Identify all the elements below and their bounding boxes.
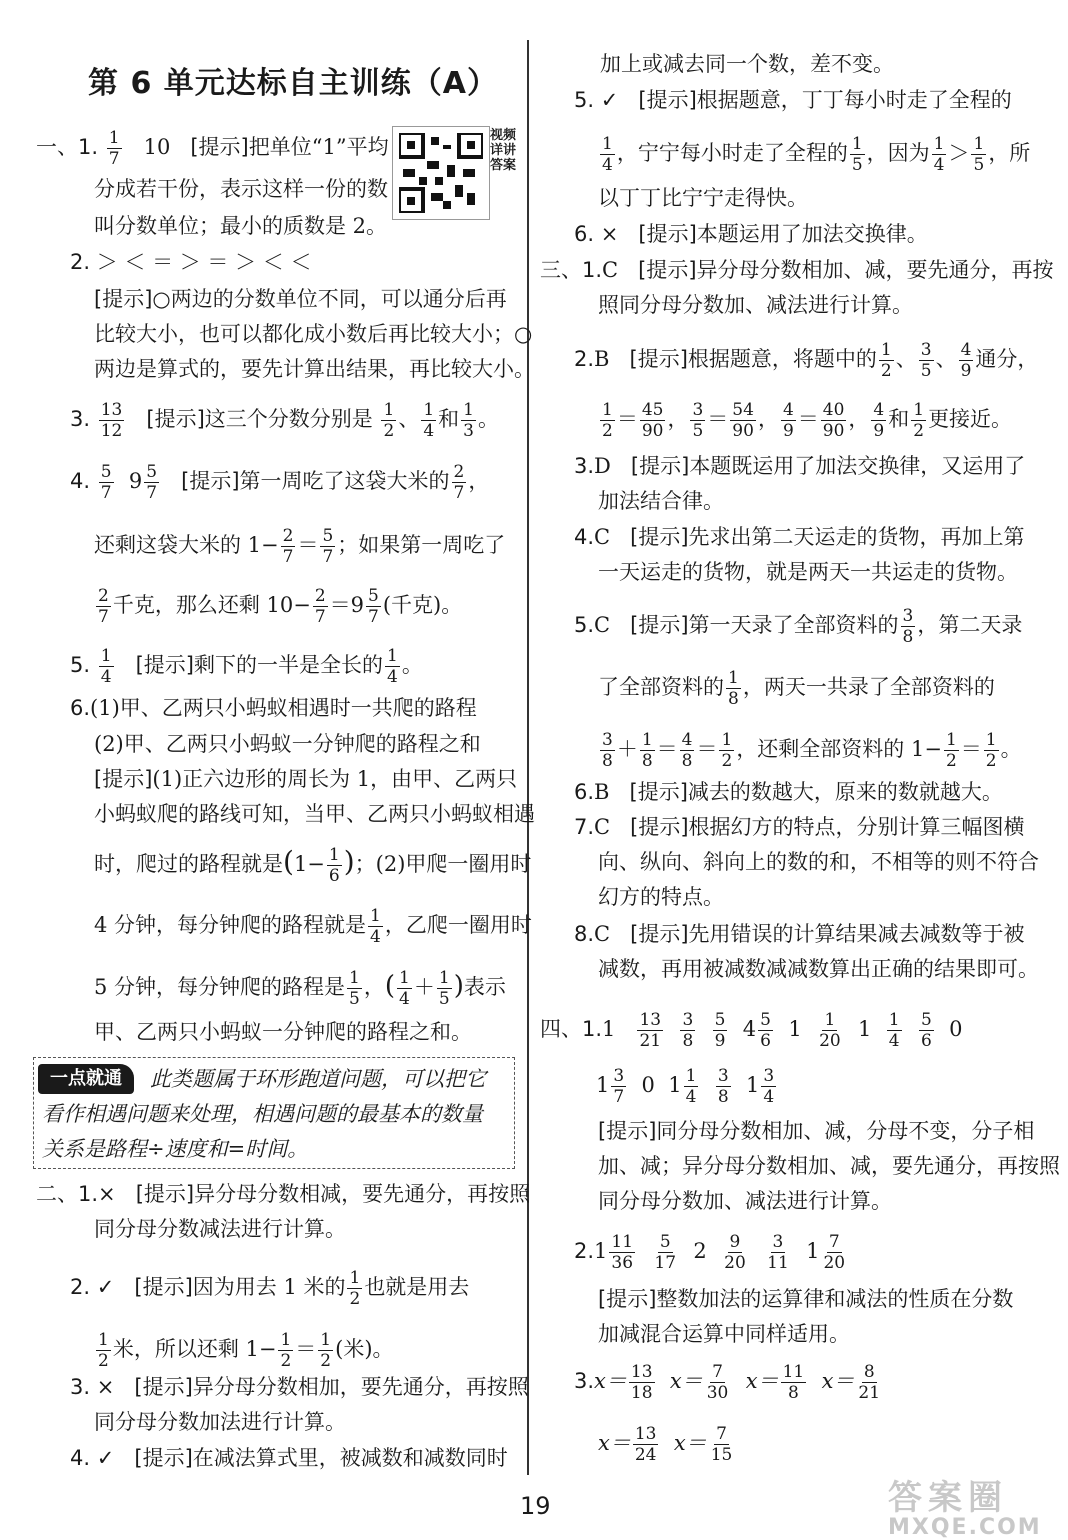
- r-q6: 6. × [提示]本题运用了加法交换律。: [574, 222, 928, 246]
- s4-q1-answers: 四、1.1 $\frac{13}{21}$ $\frac{3}{8}$ $\frac{5}{9}$ 4 $\frac{5}{6}$ 1 $\frac{1}{20}$ 1 $\frac{1}{4}$ $\frac{5}{6}$ 0: [540, 1010, 963, 1051]
- tip-text: 关系是路程÷速度和=时间。: [42, 1137, 309, 1161]
- text-line: $\frac{1}{2}$ 米，所以还剩 1− $\frac{1}{2}$ ＝ $\frac{1}{2}$ (米)。: [98, 1330, 394, 1371]
- page-number: 19: [520, 1492, 551, 1520]
- q2-tip: [提示]○两边的分数单位不同，可以通分后再: [94, 287, 507, 311]
- text-line: [提示]整数加法的运算律和减法的性质在分数: [598, 1287, 1014, 1311]
- tip-badge: 一点就通: [38, 1064, 134, 1094]
- text-line: 分成若干份，表示这样一份的数: [94, 177, 388, 201]
- s2-q4: 4. ✓ [提示]在减法算式里，被减数和减数同时: [70, 1446, 508, 1470]
- text-line: 了全部资料的 $\frac{1}{8}$ ，两天一共录了全部资料的: [598, 668, 995, 709]
- text-line: [提示](1)正六边形的周长为 1，由甲、乙两只: [94, 767, 518, 791]
- s3-q5: 5.C [提示]第一天录了全部资料的 $\frac{3}{8}$ ，第二天录: [574, 606, 1023, 647]
- text-line: $\frac{2}{7}$ 千克，那么还剩 10− $\frac{2}{7}$ ＝9 $\frac{5}{7}$ (千克)。: [98, 586, 463, 627]
- text-line: 加法结合律。: [598, 489, 724, 513]
- text-line: 4 分钟，每分钟爬的路程就是 $\frac{1}{4}$ ，乙爬一圈用时: [94, 906, 532, 947]
- text-line: 减数，再用被减数减减数算出正确的结果即可。: [598, 957, 1039, 981]
- text-line: 小蚂蚁爬的路线可知，当甲、乙两只小蚂蚁相遇: [94, 802, 535, 826]
- text-line: 5 分钟，每分钟爬的路程是 $\frac{1}{5}$ ，( $\frac{1}{4}$ ＋ $\frac{1}{5}$ )表示: [94, 968, 506, 1009]
- q3: 3. $\frac{13}{12}$ [提示]这三个分数分别是 $\frac{1}{2}$ 、 $\frac{1}{4}$ 和 $\frac{1}{3}$ 。: [70, 400, 499, 441]
- s3-q6: 6.B [提示]减去的数越大，原来的数就越大。: [574, 780, 1003, 804]
- s2-q2: 2. ✓ [提示]因为用去 1 米的 $\frac{1}{2}$ 也就是用去: [70, 1268, 470, 1309]
- text-line: (2)甲、乙两只小蚂蚁一分钟爬的路程之和: [94, 732, 481, 756]
- q2-answer: 2. ＞ ＜ ＝ ＞ ＝ ＞ ＜ ＜: [70, 250, 312, 274]
- s4-q2-answers: 2.1 $\frac{11}{36}$ $\frac{5}{17}$ 2 $\frac{9}{20}$ $\frac{3}{11}$ 1 $\frac{7}{20}$: [574, 1232, 846, 1273]
- q5: 5. $\frac{1}{4}$ [提示]剩下的一半是全长的 $\frac{1}{4}$ 。: [70, 646, 423, 687]
- text-line: [提示]同分母分数相加、减，分母不变，分子相: [598, 1119, 1035, 1143]
- s3-q1: 三、1.C [提示]异分母分数相加、减，要先通分，再按: [540, 258, 1054, 282]
- tip-text: 此类题属于环形跑道问题，可以把它: [150, 1067, 486, 1091]
- q6: 6.(1)甲、乙两只小蚂蚁相遇时一共爬的路程: [70, 696, 477, 720]
- tip-text: 看作相遇问题来处理，相遇问题的最基本的数量: [42, 1102, 483, 1126]
- s4-q3-answers: 3.x＝ $\frac{13}{18}$ x＝ $\frac{7}{30}$ x＝ $\frac{11}{8}$ x＝ $\frac{8}{21}$: [574, 1362, 881, 1403]
- text-line: 甲、乙两只小蚂蚁一分钟爬的路程之和。: [94, 1020, 472, 1044]
- text-line: $\frac{3}{8}$ ＋ $\frac{1}{8}$ ＝ $\frac{4}{8}$ ＝ $\frac{1}{2}$ ，还剩全部资料的 1− $\frac{1}{2}$ ＝ $\frac{1}{2}$ 。: [602, 730, 1022, 771]
- text-line: 加、减；异分母分数相加、减，要先通分，再按照: [598, 1154, 1060, 1178]
- s3-q8: 8.C [提示]先用错误的计算结果减去减数等于被: [574, 922, 1025, 946]
- text-line: 同分母分数加、减法进行计算。: [598, 1189, 892, 1213]
- s3-q4: 4.C [提示]先求出第二天运走的货物，再加上第: [574, 525, 1025, 549]
- text-line: 同分母分数加法进行计算。: [94, 1410, 346, 1434]
- s3-q3: 3.D [提示]本题既运用了加法交换律，又运用了: [574, 454, 1026, 478]
- qr-code-icon: [399, 133, 483, 213]
- divider-line: [527, 40, 529, 1475]
- s4-q1-answers-2: 1 $\frac{3}{7}$ 0 1 $\frac{1}{4}$ $\frac{3}{8}$ 1 $\frac{3}{4}$: [596, 1066, 775, 1107]
- text-line: 还剩这袋大米的 1− $\frac{2}{7}$ ＝ $\frac{5}{7}$ ；如果第一周吃了: [94, 526, 506, 567]
- text-line: 时，爬过的路程就是(1− $\frac{1}{6}$ )；(2)甲爬一圈用时: [94, 845, 532, 886]
- s1-q1: 一、1. $\frac{1}{7}$ 10 [提示]把单位“1”平均: [36, 128, 389, 169]
- text-line: 加上或减去同一个数，差不变。: [600, 52, 894, 76]
- qr-code[interactable]: [392, 126, 490, 220]
- watermark: 答案圈 MXQE.COM: [888, 1478, 1042, 1540]
- fraction: $\frac{1}{7}$: [108, 128, 120, 169]
- q4: 4. $\frac{5}{7}$ 9 $\frac{5}{7}$ [提示]第一周吃了这袋大米的 $\frac{2}{7}$ ，: [70, 462, 490, 503]
- text-line: 向、纵向、斜向上的数的和，不相等的则不符合: [598, 850, 1039, 874]
- s4-q3-answers-2: x＝ $\frac{13}{24}$ x＝ $\frac{7}{15}$: [598, 1424, 733, 1465]
- text-line: 照同分母分数加、减法进行计算。: [598, 293, 913, 317]
- text-line: 一天运走的货物，就是两天一共运走的货物。: [598, 560, 1018, 584]
- s3-q2: 2.B [提示]根据题意，将题中的 $\frac{1}{2}$ 、 $\frac{3}{5}$ 、 $\frac{4}{9}$ 通分，: [574, 340, 1039, 381]
- page-title: 第 6 单元达标自主训练（A）: [88, 66, 498, 101]
- qr-caption: 视频详讲答案: [490, 128, 517, 173]
- s2-q1: 二、1.× [提示]异分母分数相减，要先通分，再按照: [36, 1182, 531, 1206]
- text-line: 以丁丁比宁宁走得快。: [598, 186, 808, 210]
- text-line: 幻方的特点。: [598, 885, 724, 909]
- s2-q3: 3. × [提示]异分母分数相加，要先通分，再按照: [70, 1375, 529, 1399]
- text-line: 同分母分数减法进行计算。: [94, 1217, 346, 1241]
- text-line: 叫分数单位；最小的质数是 2。: [94, 214, 388, 238]
- text-line: 加减混合运算中同样适用。: [598, 1322, 850, 1346]
- text-line: $\frac{1}{2}$ ＝ $\frac{45}{90}$ ， $\frac{3}{5}$ ＝ $\frac{54}{90}$ ， $\frac{4}{9}$ ＝ $\frac{40}{90}$ ， $\frac{4}{9}$ 和 $\frac{1}{2}$ 更接近。: [602, 400, 1013, 441]
- text-line: $\frac{1}{4}$ ，宁宁每小时走了全程的 $\frac{1}{5}$ ，因为 $\frac{1}{4}$ ＞ $\frac{1}{5}$ ，所: [602, 134, 1031, 175]
- r-q5: 5. ✓ [提示]根据题意，丁丁每小时走了全程的: [574, 88, 1012, 112]
- text-line: 比较大小，也可以都化成小数后再比较大小；○: [94, 322, 533, 346]
- text-line: 两边是算式的，要先计算出结果，再比较大小。: [94, 357, 535, 381]
- s3-q7: 7.C [提示]根据幻方的特点，分别计算三幅图横: [574, 815, 1025, 839]
